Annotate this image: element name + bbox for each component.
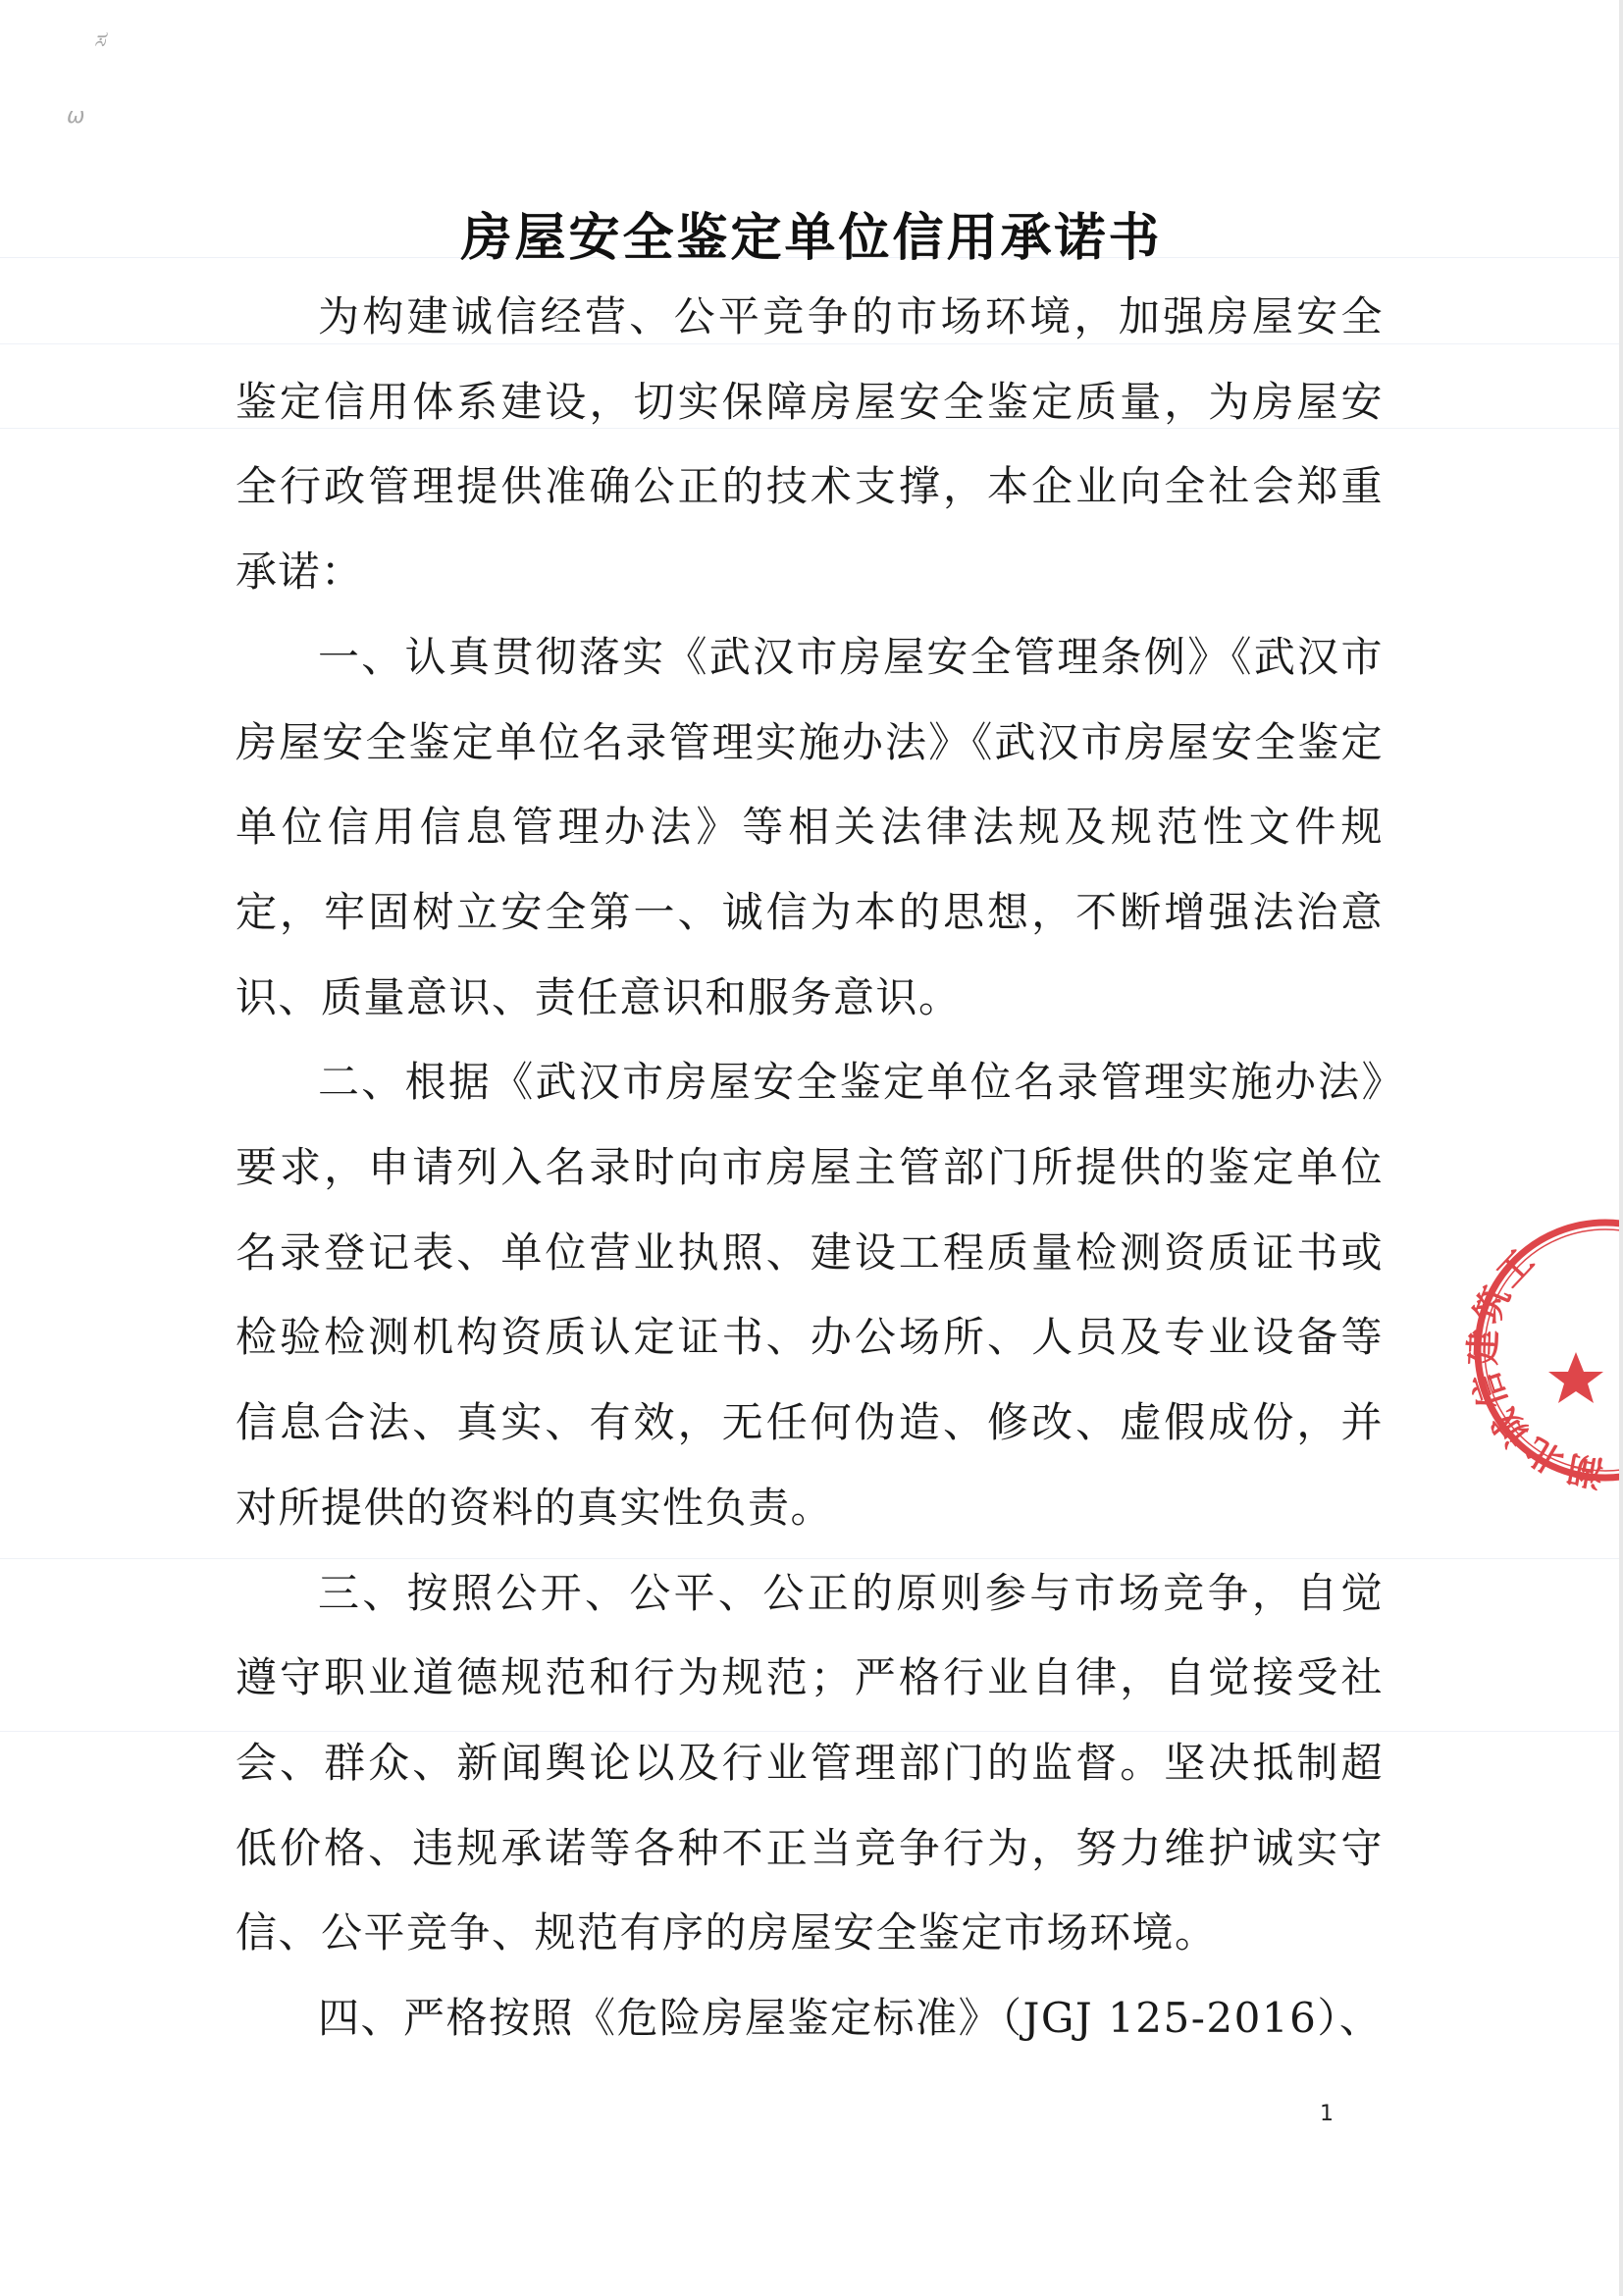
clause-four-paragraph: 四、严格按照《危险房屋鉴定标准》（JGJ 125-2016）、	[318, 1994, 1383, 2043]
document-body	[236, 275, 1384, 2061]
clause-two-paragraph: 二、根据《武汉市房屋安全鉴定单位名录管理实施办法》要求，申请列入名录时向市房屋主管部门所提供的鉴定单位名录登记表、单位营业执照、建设工程质量检测资质证书或检验检测机构资质认定证书、办公场所、人员及专业设备等信息合法、真实、有效，无任何伪造、修改、虚假成份，并对所提供的资料的真实性负责。	[236, 1058, 1384, 1532]
clause-three-paragraph: 三、按照公开、公平、公正的原则参与市场竞争，自觉遵守职业道德规范和行为规范；严格行业自律，自觉接受社会、群众、新闻舆论以及行业管理部门的监督。坚决抵制超低价格、违规承诺等各种不正当竞争行为，努力维护诚实守信、公平竞争、规范有序的房屋安全鉴定市场环境。	[236, 1568, 1384, 1957]
page-number: 1	[1320, 2102, 1334, 2126]
scan-mark-icon: ω	[67, 104, 85, 129]
scan-mark-icon: ಸ	[94, 27, 106, 52]
company-seal-stamp	[1458, 1215, 1623, 1509]
svg-text:湖北诚信建筑工: 湖北诚信建筑工	[1463, 1238, 1607, 1493]
scan-edge	[1619, 0, 1623, 2296]
intro-paragraph: 为构建诚信经营、公平竞争的市场环境，加强房屋安全鉴定信用体系建设，切实保障房屋安全鉴定质量，为房屋安全行政管理提供准确公正的技术支撑，本企业向全社会郑重承诺：	[236, 292, 1384, 597]
clause-one-paragraph: 一、认真贯彻落实《武汉市房屋安全管理条例》《武汉市房屋安全鉴定单位名录管理实施办法》《武汉市房屋安全鉴定单位信用信息管理办法》等相关法律法规及规范性文件规定，牢固树立安全第一、诚信为本的思想，不断增强法治意识、质量意识、责任意识和服务意识。	[236, 632, 1384, 1021]
document-title: 房屋安全鉴定单位信用承诺书	[460, 208, 1163, 268]
